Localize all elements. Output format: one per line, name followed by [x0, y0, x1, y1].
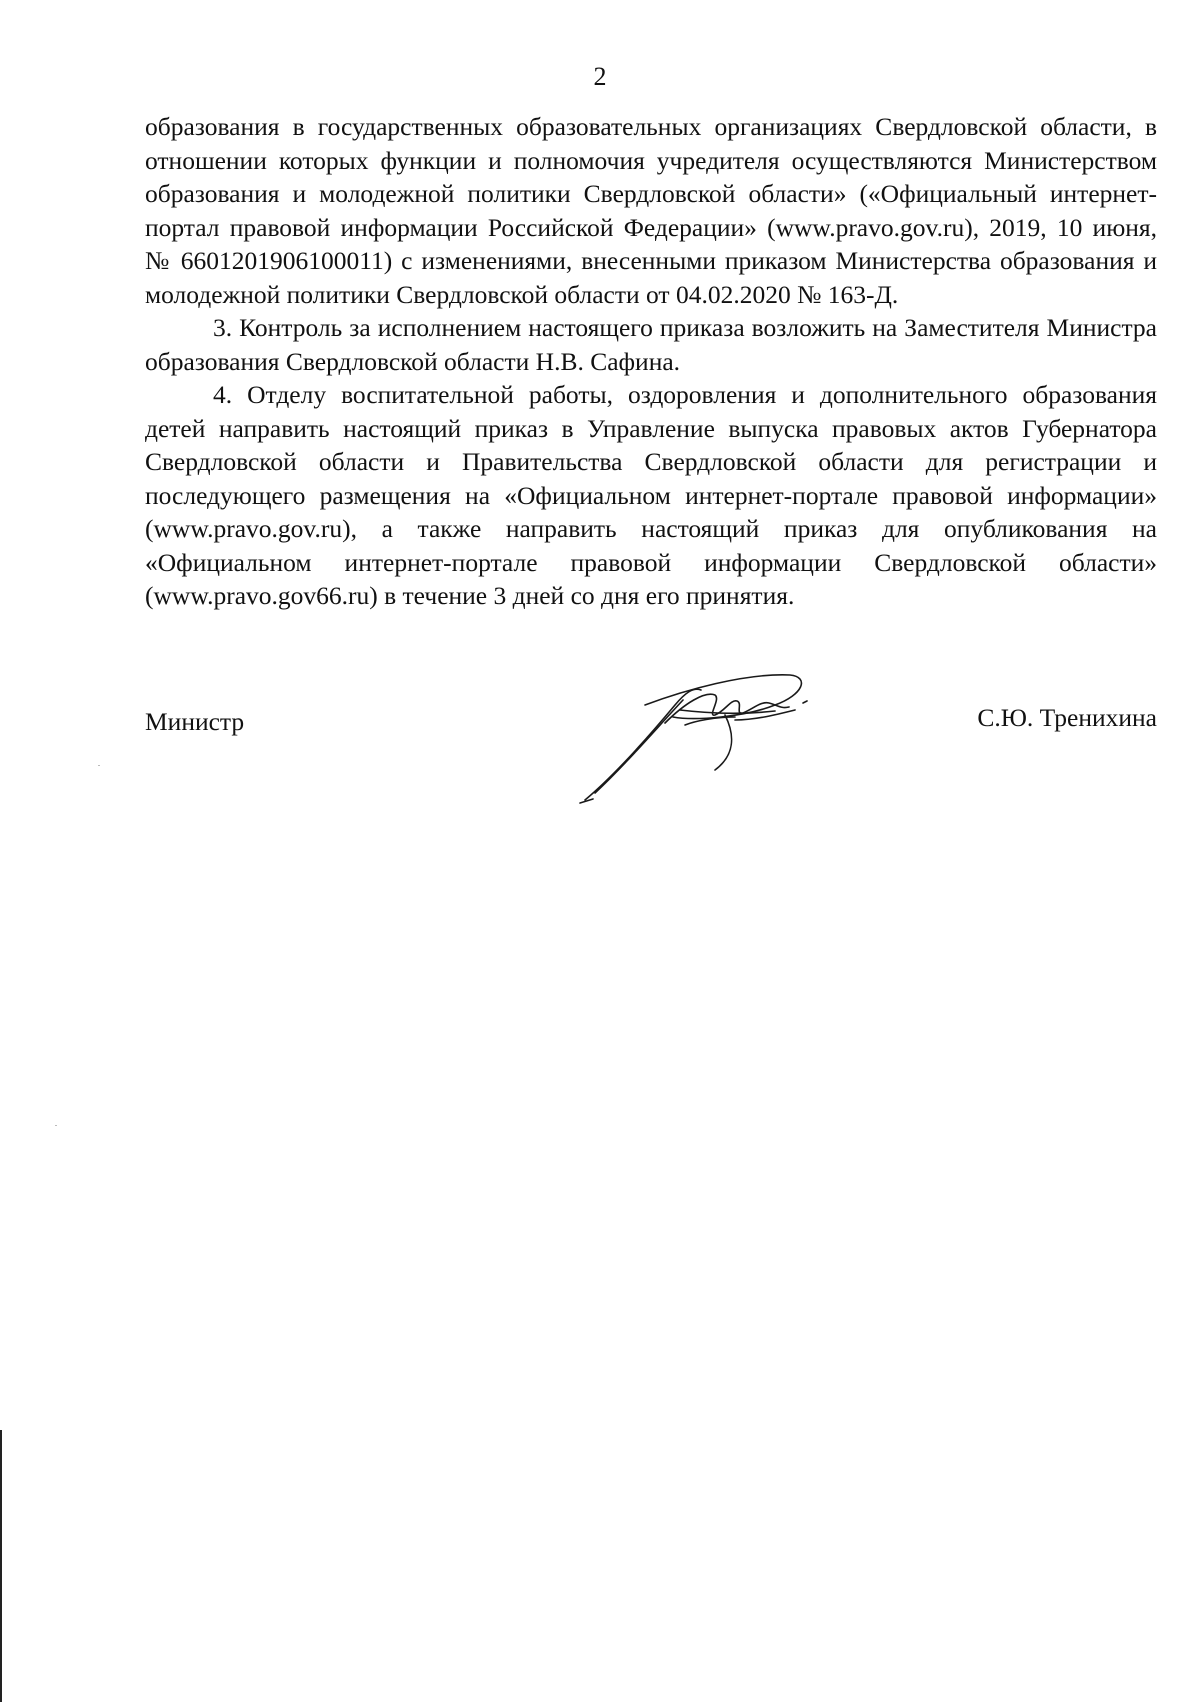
scan-speck: [55, 1125, 57, 1126]
paragraph-item-3: 3. Контроль за исполнением настоящего приказа возложить на Заместителя Министра образования Свердловской области Н.В. Сафина.: [145, 313, 1157, 376]
signatory-name: С.Ю. Тренихина: [977, 703, 1157, 732]
paragraph-item-4: 4. Отделу воспитательной работы, оздоровления и дополнительного образования детей направить настоящий приказ в Управление выпуска правовых актов Губернатора Свердловской области и Правительства Свердловской области для регистрации и последующего размещения на «Официальном интернет-портале правовой информации» (www.pravo.gov.ru), а также направить настоящий приказ для опубликования на «Официальном интернет-портале правовой информации Свердловской области» (www.pravo.gov66.ru) в течение 3 дней со дня его принятия.: [145, 380, 1157, 610]
signatory-position: Министр: [145, 707, 245, 736]
page-number: 2: [593, 62, 607, 91]
scan-edge-line: [0, 1430, 2, 1702]
scan-speck: [98, 765, 100, 766]
handwritten-signature: [575, 665, 815, 805]
signature-block: [145, 665, 1157, 805]
paragraph-continuation: образования в государственных образовательных организациях Свердловской области, в отношении которых функции и полномочия учредителя осуществляются Министерством образования и молодежной политики Свердловской области» («Официальный интернет-портал правовой информации Российской Федерации» (www.pravo.gov.ru), 2019, 10 июня, № 6601201906100011) с изменениями, внесенными приказом Министерства образования и молодежной политики Свердловской области от 04.02.2020 № 163-Д.: [145, 112, 1157, 309]
document-body: [145, 110, 1157, 613]
